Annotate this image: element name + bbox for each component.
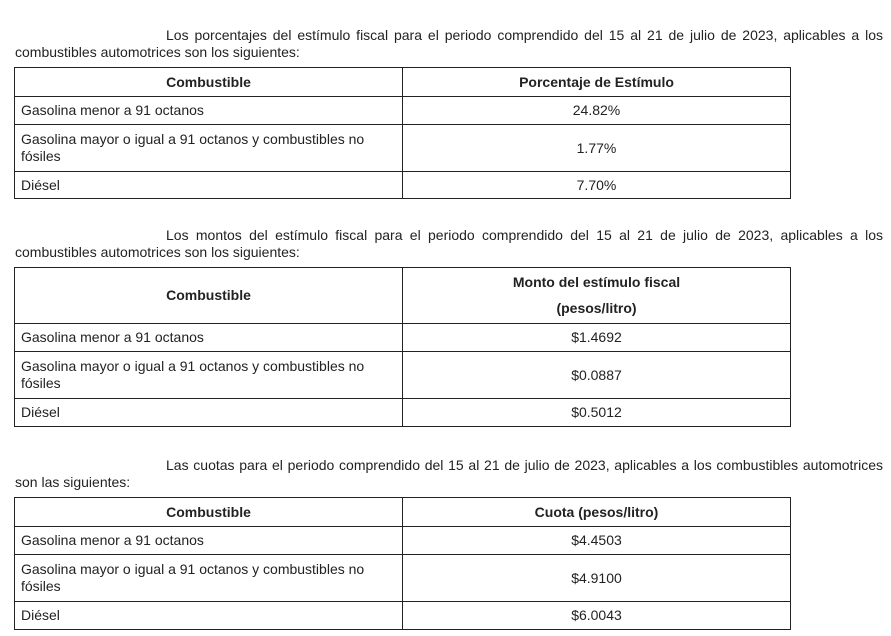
table-header-row: [15, 68, 791, 97]
table-row: [15, 172, 791, 199]
fuel-name-cell: Gasolina mayor o igual a 91 octanos y combustibles no fósiles: [15, 555, 403, 602]
column-header-quota: Cuota (pesos/litro): [403, 498, 791, 527]
column-header-percentage: Porcentaje de Estímulo: [403, 68, 791, 97]
stimulus-percentage-intro: Los porcentajes del estímulo fiscal para el periodo comprendido del 15 al 21 de julio de 2023, aplicables a los combustibles automotrices son los siguientes:: [15, 27, 883, 60]
table-row: [15, 125, 791, 172]
percentage-cell: 24.82%: [403, 97, 791, 125]
table-row: [15, 97, 791, 125]
fuel-name-cell: Gasolina mayor o igual a 91 octanos y combustibles no fósiles: [15, 352, 403, 399]
quota-cell: $4.4503: [403, 527, 791, 555]
fuel-name-cell: Diésel: [15, 172, 403, 199]
column-header-amount-line1: Monto del estímulo fiscal: [512, 274, 681, 290]
column-header-fuel: Combustible: [15, 268, 403, 324]
table-row: [15, 324, 791, 352]
quota-cell: $4.9100: [403, 555, 791, 602]
amount-cell: $0.0887: [403, 352, 791, 399]
table-row: [15, 527, 791, 555]
quota-cell: $6.0043: [403, 602, 791, 630]
column-header-amount: [403, 268, 791, 324]
table-row: [15, 399, 791, 427]
amount-cell: $1.4692: [403, 324, 791, 352]
stimulus-amount-intro: Los montos del estímulo fiscal para el periodo comprendido del 15 al 21 de julio de 2023, aplicables a los combustibles automotrices son los siguientes:: [15, 227, 883, 260]
table-header-row: [15, 268, 791, 324]
fuel-name-cell: Gasolina menor a 91 octanos: [15, 527, 403, 555]
table-row: [15, 602, 791, 630]
fuel-name-cell: Diésel: [15, 602, 403, 630]
fuel-name-cell: Gasolina mayor o igual a 91 octanos y combustibles no fósiles: [15, 125, 403, 172]
column-header-amount-line2: (pesos/litro): [556, 300, 637, 316]
quota-intro: Las cuotas para el periodo comprendido del 15 al 21 de julio de 2023, aplicables a los combustibles automotrices son las siguientes:: [15, 457, 883, 490]
percentage-cell: 7.70%: [403, 172, 791, 199]
percentage-cell: 1.77%: [403, 125, 791, 172]
table-row: [15, 555, 791, 602]
fuel-name-cell: Gasolina menor a 91 octanos: [15, 97, 403, 125]
column-header-fuel: Combustible: [15, 498, 403, 527]
table-header-row: [15, 498, 791, 527]
amount-cell: $0.5012: [403, 399, 791, 427]
stimulus-amount-table: [14, 267, 791, 427]
quota-table: [14, 497, 791, 630]
fuel-name-cell: Gasolina menor a 91 octanos: [15, 324, 403, 352]
column-header-fuel: Combustible: [15, 68, 403, 97]
table-row: [15, 352, 791, 399]
fuel-name-cell: Diésel: [15, 399, 403, 427]
stimulus-percentage-table: [14, 67, 791, 199]
